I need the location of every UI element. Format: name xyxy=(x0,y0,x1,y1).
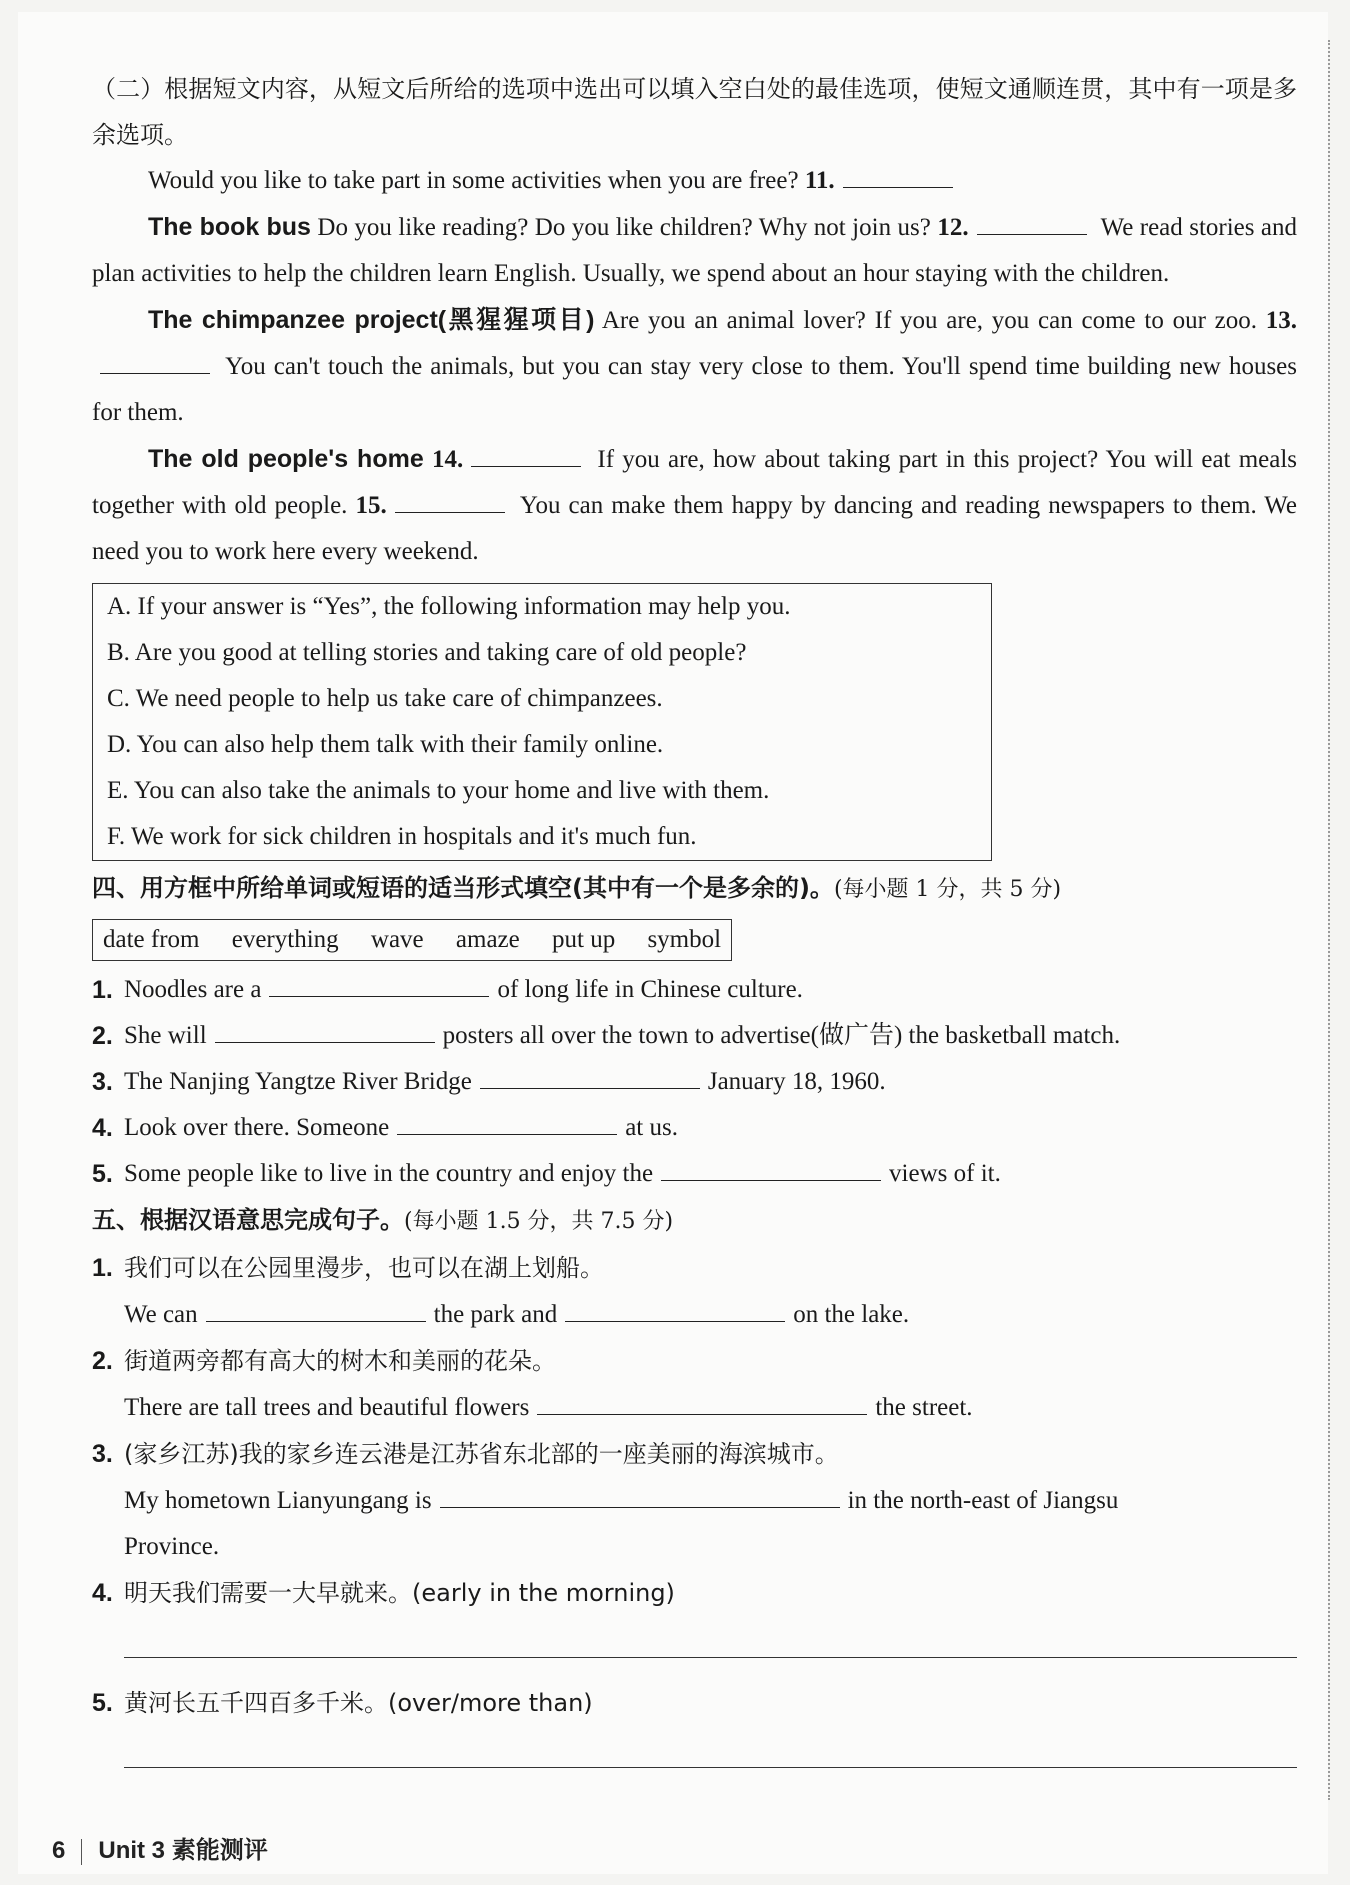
item-number: 2. xyxy=(92,1347,113,1375)
unit-label: Unit 3 素能测评 xyxy=(98,1837,268,1864)
options-box xyxy=(92,583,992,861)
option-c: C. We need people to help us take care of chimpanzees. xyxy=(107,685,663,712)
sentence-part: the park and xyxy=(433,1301,558,1328)
part5-q2-chinese xyxy=(92,1338,1297,1385)
item-text-before: She will xyxy=(124,1022,207,1049)
answer-blank[interactable] xyxy=(269,970,489,997)
chimp-text1: Are you an animal lover? If you are, you can come to our zoo. xyxy=(601,307,1257,334)
word-item: wave xyxy=(370,926,424,953)
item-text-before: Look over there. Someone xyxy=(124,1114,390,1141)
answer-blank[interactable] xyxy=(661,1154,881,1181)
item-number: 1. xyxy=(92,976,113,1004)
item-number: 3. xyxy=(92,1440,113,1468)
q12-blank[interactable] xyxy=(977,208,1087,235)
old-home-title: The old people's home xyxy=(148,445,424,473)
chinese-prompt: 我们可以在公园里漫步，也可以在湖上划船。 xyxy=(124,1254,604,1282)
item-number: 3. xyxy=(92,1068,113,1096)
item-text-after: at us. xyxy=(625,1114,678,1141)
q12-label: 12. xyxy=(937,214,969,241)
chinese-prompt: 街道两旁都有高大的树木和美丽的花朵。 xyxy=(124,1347,556,1375)
part5-heading-text: 五、根据汉语意思完成句子。 xyxy=(92,1206,404,1234)
option-f: F. We work for sick children in hospitals and it's much fun. xyxy=(107,823,697,850)
q5-answer-line[interactable] xyxy=(124,1727,1297,1768)
part5-q4-chinese xyxy=(92,1570,1297,1617)
q13-label: 13. xyxy=(1265,307,1297,334)
book-bus-text2: We read stories and plan activities to help the children learn English. Usually, we spend about an hour staying with the children. xyxy=(92,214,1298,287)
part5-q3-english xyxy=(92,1478,1297,1570)
sentence-part: in the north-east of Jiangsu xyxy=(847,1487,1119,1514)
word-item: put up xyxy=(552,926,616,953)
book-bus-title: The book bus xyxy=(148,213,311,241)
sentence-part: We can xyxy=(124,1301,198,1328)
old-home-text1: If you are, how about taking part in this project? You will eat meals together with old people. xyxy=(92,446,1298,519)
word-item: amaze xyxy=(455,926,520,953)
answer-blank[interactable] xyxy=(565,1295,785,1322)
part4-score: (每小题 1 分，共 5 分) xyxy=(833,877,1062,902)
item-text-after: of long life in Chinese culture. xyxy=(497,976,803,1003)
item-text-before: The Nanjing Yangtze River Bridge xyxy=(124,1068,472,1095)
part5-q5-chinese xyxy=(92,1680,1297,1727)
chimp-text2: You can't touch the animals, but you can stay very close to them. You'll spend time building new houses for them. xyxy=(92,353,1297,426)
sentence-part: on the lake. xyxy=(793,1301,910,1328)
part2-instruction: （二）根据短文内容，从短文后所给的选项中选出可以填入空白处的最佳选项，使短文通顺连贯，其中有一项是多余选项。 xyxy=(92,75,1297,149)
part5-heading xyxy=(92,1197,1297,1245)
word-item: date from xyxy=(103,926,200,953)
item-number: 1. xyxy=(92,1254,113,1282)
q13-blank[interactable] xyxy=(100,347,210,374)
part2-intro xyxy=(92,158,1297,204)
page-footer xyxy=(52,1830,268,1865)
part5-q1-chinese xyxy=(92,1245,1297,1292)
q14-label: 14. xyxy=(431,446,464,473)
book-bus-text1: Do you like reading? Do you like children? Why not join us? xyxy=(317,214,931,241)
part4-item-4 xyxy=(92,1105,1297,1151)
q11-blank[interactable] xyxy=(843,161,953,188)
part4-heading xyxy=(92,865,1297,913)
part4-item-1 xyxy=(92,967,1297,1013)
item-number: 4. xyxy=(92,1114,113,1142)
option-d: D. You can also help them talk with their family online. xyxy=(107,731,664,758)
part4-item-5 xyxy=(92,1151,1297,1197)
sentence-part: There are tall trees and beautiful flowers xyxy=(124,1394,530,1421)
item-number: 5. xyxy=(92,1160,113,1188)
chinese-prompt: 明天我们需要一大早就来。(early in the morning) xyxy=(124,1579,675,1607)
item-number: 2. xyxy=(92,1022,113,1050)
item-text-after: January 18, 1960. xyxy=(707,1068,886,1095)
q14-blank[interactable] xyxy=(471,440,581,467)
word-box xyxy=(92,919,732,961)
answer-blank[interactable] xyxy=(537,1388,867,1415)
old-home-paragraph xyxy=(92,436,1297,575)
old-home-text2: You can make them happy by dancing and reading newspapers to them. We need you to work here every weekend. xyxy=(92,492,1298,565)
chinese-prompt: 黄河长五千四百多千米。(over/more than) xyxy=(124,1689,593,1717)
part5-q2-english xyxy=(92,1385,1297,1431)
q15-label: 15. xyxy=(355,492,387,519)
answer-blank[interactable] xyxy=(206,1295,426,1322)
item-text-after: posters all over the town to advertise(做广告) the basketball match. xyxy=(442,1022,1121,1049)
worksheet-content xyxy=(92,66,1297,1790)
item-text-before: Noodles are a xyxy=(124,976,262,1003)
binding-edge-line xyxy=(1328,40,1330,1800)
part4-item-3 xyxy=(92,1059,1297,1105)
answer-blank[interactable] xyxy=(480,1062,700,1089)
sentence-part: My hometown Lianyungang is xyxy=(124,1487,432,1514)
answer-blank[interactable] xyxy=(397,1108,617,1135)
sentence-part: Province. xyxy=(124,1533,220,1560)
part5-q1-english xyxy=(92,1292,1297,1338)
item-text-after: views of it. xyxy=(889,1160,1001,1187)
option-b: B. Are you good at telling stories and taking care of old people? xyxy=(107,639,747,666)
chimp-title: The chimpanzee project(黑猩猩项目) xyxy=(148,306,595,334)
item-number: 5. xyxy=(92,1689,113,1717)
part4-heading-text: 四、用方框中所给单词或短语的适当形式填空(其中有一个是多余的)。 xyxy=(92,874,834,902)
part5-q3-chinese xyxy=(92,1431,1297,1478)
item-text-before: Some people like to live in the country and enjoy the xyxy=(124,1160,654,1187)
intro-text: Would you like to take part in some activities when you are free? xyxy=(148,167,799,194)
part5-score: (每小题 1.5 分，共 7.5 分) xyxy=(404,1209,674,1234)
q15-blank[interactable] xyxy=(395,486,505,513)
answer-blank[interactable] xyxy=(215,1016,435,1043)
word-item: symbol xyxy=(647,926,722,953)
chinese-prompt: (家乡江苏)我的家乡连云港是江苏省东北部的一座美丽的海滨城市。 xyxy=(124,1440,839,1468)
option-e: E. You can also take the animals to your home and live with them. xyxy=(107,777,770,804)
book-bus-paragraph xyxy=(92,204,1297,297)
part4-item-2 xyxy=(92,1013,1297,1059)
q11-label: 11. xyxy=(804,167,835,194)
page-number: 6 xyxy=(52,1837,66,1864)
answer-blank[interactable] xyxy=(440,1481,840,1508)
footer-divider xyxy=(81,1839,82,1865)
word-item: everything xyxy=(231,926,339,953)
chimp-paragraph xyxy=(92,297,1297,436)
item-number: 4. xyxy=(92,1579,113,1607)
q4-answer-line[interactable] xyxy=(124,1617,1297,1658)
sentence-part: the street. xyxy=(875,1394,973,1421)
option-a: A. If your answer is “Yes”, the following information may help you. xyxy=(107,593,791,620)
